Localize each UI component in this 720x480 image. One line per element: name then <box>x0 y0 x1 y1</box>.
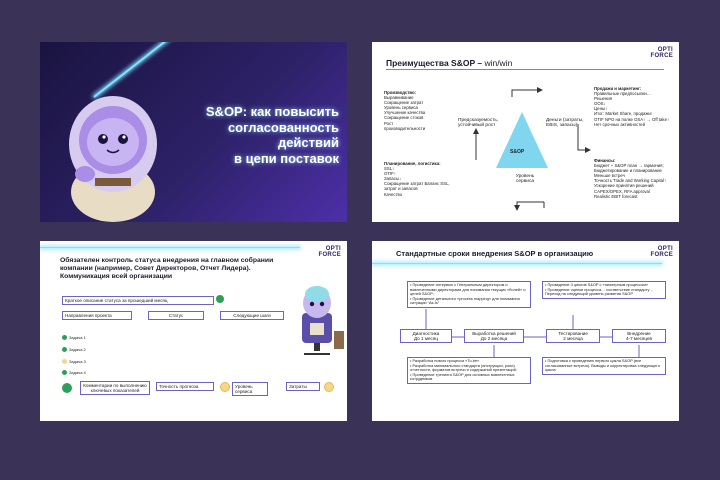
task-label: Задача 4 <box>69 370 86 375</box>
costs-dot <box>324 382 334 392</box>
jedi-mascot-illustration <box>45 42 185 222</box>
forecast-accuracy-box: Точность прогноза <box>156 382 214 391</box>
stage-testing: Тестирование 2 месяца <box>546 329 600 343</box>
title-line: в цепи поставок <box>234 150 339 166</box>
timeline-connectors <box>372 241 679 421</box>
brief-status-dot <box>216 295 224 303</box>
brief-status-box: Краткое описание статуса за прошедший месяц <box>62 296 214 305</box>
production-block: Производство: Выравнивание Сокращение затрат Уровень сервиса Улучшение качества Сокращение стоков Рост производительности <box>384 90 426 131</box>
slide-title[interactable] <box>40 42 347 222</box>
stage-implementation: Внедрение 4-7 месяцев <box>612 329 666 343</box>
brand-logo: OPTI FORCE <box>318 246 341 258</box>
slide-status-control[interactable] <box>40 241 347 421</box>
task3-status-dot <box>62 359 67 364</box>
slide2-title: Преимущества S&OP – win/win <box>386 58 513 68</box>
service-level-box: Уровень сервиса <box>232 382 268 396</box>
solutions-actions: • Разработка нового процесса «To-be» • Разработка минимального стандарта (инструкции, роли) отчетности, форматов встречи и содержаний презентаций; • Проведение тренинга S&OP для основных вовлеченных сотрудников <box>407 357 531 384</box>
column-next-steps: Следующие шаги <box>220 311 284 320</box>
task1-status-dot <box>62 335 67 340</box>
column-status: Статус <box>148 311 204 320</box>
slide1-title <box>169 104 339 166</box>
title-line: согласованность <box>227 119 339 135</box>
stage-diagnostics: Диагностика До 1 месяц <box>400 329 452 343</box>
slide3-title: Обязателен контроль статуса внедрения на главном собрании компании (например, Совет Директоров, Отчет Лидера). Коммуникация всей организации <box>60 257 274 280</box>
slide-timeline[interactable] <box>372 241 679 421</box>
service-level-label: Уровень сервиса <box>515 174 535 185</box>
task-label: Задача 3 <box>69 359 86 364</box>
stage-solutions: Выработка решений До 2 месяца <box>464 329 524 343</box>
task2-status-dot <box>62 347 67 352</box>
comments-dot <box>62 383 72 393</box>
task4-status-dot <box>62 370 67 375</box>
brand-logo: OPTI FORCE <box>650 47 673 59</box>
task-label: Задача 2 <box>69 347 86 352</box>
slide4-title: Стандартные сроки внедрения S&OP в организацию <box>396 249 594 258</box>
header-light-line <box>40 247 300 248</box>
cycle-arrows <box>372 42 679 222</box>
testing-actions: • Проведение 3 циклов S&OP с «пионерным процессом» • Проведение оценки процесса… соответствие стандарту… Переход на следующий уровень развития S&OP <box>542 281 666 299</box>
comments-box: Комментарии по выполнению ключевых показателей <box>80 381 150 395</box>
title-line: S&OP: как повысить <box>205 104 339 119</box>
planning-block: Планирование, логистика: SSL↑ OTIF↑ Запасы↓ Сокращение затрат Баланс SSL, затрат и запасов Качество <box>384 161 450 197</box>
title-line: действий <box>277 135 339 150</box>
implementation-actions: • Подготовка к проведению первого цикла S&OP (все согласованные встречи). Выводы и корректировка следующего цикла <box>542 357 666 375</box>
costs-box: Затраты <box>286 382 320 391</box>
task-label: Задача 1 <box>69 335 86 340</box>
brand-logo: OPTI FORCE <box>650 246 673 258</box>
sales-block: Продажи и маркетинг: Правильные предпосылки… Решения OOS↓ Цены↑ Итог: Market Share, продажи↑ OTIF NPO на полке OSA↑ → Off take↑ Нет срочных активностей <box>594 86 670 127</box>
finance-block: Финансы: Бюджет + S&OP план → гармония; Бюджетирование и планирование Меньше встреч Точность Trade and Working Capital↑ Ускорение принятия решений CAPEX/OPEX, RFA approval Realistic EBIT forecast <box>594 158 667 199</box>
sop-center-label: S&OP <box>510 149 525 155</box>
diagnostics-actions: • Проведение интервью с Генеральным директором и вовлеченными директорами для понимания текущих «болей» и целей S&OP; • Проведение детального «process mapping» для понимания ситуации “As-Is” <box>407 281 531 308</box>
money-label: Деньги (затраты, EBIS, запасы) <box>546 118 584 129</box>
column-directions: Направления проекта <box>62 311 132 320</box>
predictability-label: Предсказуемость, устойчивый рост <box>458 118 499 129</box>
mascot-chair-illustration <box>288 279 347 359</box>
slide-benefits[interactable] <box>372 42 679 222</box>
forecast-dot <box>220 382 230 392</box>
